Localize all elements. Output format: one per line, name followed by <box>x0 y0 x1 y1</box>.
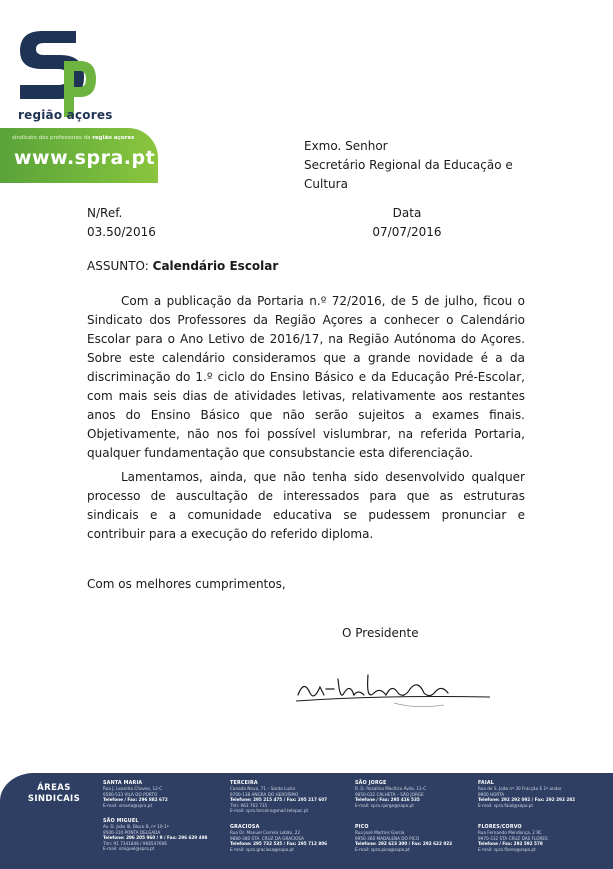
office-postcode: 9880-380 STA. CRUZ DA GRACIOSA <box>230 835 305 841</box>
subject-label: ASSUNTO: <box>87 259 149 273</box>
office-phone: Telefone: 295 215 475 / Fax: 295 217 607 <box>230 797 328 803</box>
office-address: Canada Nova, 71 – Santa Luzia <box>230 786 296 792</box>
addressee-title-cont: Cultura <box>304 177 348 191</box>
office-address: Rua José Martins Garcia <box>355 830 405 836</box>
office-phone: Telefone / Fax: 295 416 535 <box>355 797 420 803</box>
office-sao-jorge <box>355 781 467 808</box>
office-phone: Telefone: 296 205 960 / 9 / Fax: 296 629 498 <box>103 835 208 841</box>
date-label: Data <box>392 206 422 220</box>
office-phone: Telefone: 292 623 300 / Fax: 292 622 923 <box>355 841 453 847</box>
office-email: E-mail: smaria@spra.pt <box>103 802 153 808</box>
office-terceira <box>230 781 342 813</box>
office-postcode: 9950-360 MADALENA DO PICO <box>355 835 420 841</box>
office-sao-miguel <box>103 819 215 851</box>
logo-tagline <box>12 135 134 141</box>
office-phone: Telefone: 295 732 535 / Fax: 295 712 806 <box>230 841 328 847</box>
logo-url: www.spra.pt <box>14 147 156 169</box>
subject-line <box>87 259 278 273</box>
office-postcode: 9580-533 VILA DO PORTO <box>103 791 158 797</box>
reference-block <box>87 204 156 242</box>
signatory-title: O Presidente <box>342 626 419 640</box>
office-address: Rua J. Leandro Chaves, 12-C <box>103 786 163 792</box>
office-name: SANTA MARIA <box>103 781 143 786</box>
office-postcode: 9900 HORTA <box>478 791 505 797</box>
date-block <box>361 204 453 242</box>
office-postcode: 9850-032 CALHETA – SÃO JORGE <box>355 791 424 797</box>
office-email: E-mail: spra.flores@sapo.pt <box>478 846 536 852</box>
office-email: E-mail: smiguel@spra.pt <box>103 846 155 852</box>
office-address: Rua de S. João nº 30 Fracção E 1º andar <box>478 786 562 792</box>
office-name: SÃO JORGE <box>355 781 387 786</box>
office-email: E-mail: spra.sjorge@sapo.pt <box>355 802 414 808</box>
office-name: GRACIOSA <box>230 825 260 830</box>
footer-band <box>0 773 613 869</box>
sp-monogram-icon <box>14 25 98 121</box>
office-email: E-mail: spra.graciosa@sapo.pt <box>230 846 294 852</box>
office-email: E-mail: spra.terceira@mail.telepac.pt <box>230 808 309 814</box>
date-value: 07/07/2016 <box>372 225 442 239</box>
office-address: Rua Fernando Mendonça, 2 RC <box>478 830 542 836</box>
spra-logo <box>0 0 170 185</box>
addressee-block <box>304 137 554 194</box>
footer-title <box>24 783 84 805</box>
office-flores-corvo <box>478 825 604 852</box>
footer-title-line2: SINDICAIS <box>27 794 81 804</box>
office-faial <box>478 781 604 808</box>
logo-tagline-prefix: sindicato dos professores da <box>12 135 91 141</box>
subject-value: Calendário Escolar <box>152 259 279 273</box>
office-name: TERCEIRA <box>230 781 258 786</box>
office-name: SÃO MIGUEL <box>103 819 139 824</box>
body-paragraph-2: Lamentamos, ainda, que não tenha sido desenvolvido qualquer processo de auscultação de interessados para que as estruturas sindicais e a comunidade educativa se pudessem pronunciar e contribuir para a execução do referido diploma. <box>87 470 525 541</box>
footer-title-line1: ÁREAS <box>37 783 71 793</box>
office-email: E-mail: spra.faial@sapo.pt <box>478 802 533 808</box>
addressee-title: Secretário Regional da Educação e <box>304 158 513 172</box>
logo-tagline-bold: região açores <box>92 135 135 141</box>
office-name: PICO <box>355 825 369 830</box>
office-phone: Telefone / Fax: 292 592 578 <box>478 841 543 847</box>
logo-region-label: região açores <box>18 108 113 122</box>
office-mobile: Tlm: 963 762 735 <box>230 802 268 808</box>
office-pico <box>355 825 467 852</box>
office-postcode: 9500-310 PONTA DELGADA <box>103 829 161 835</box>
office-email: E-mail: spra.pico@sapo.pt <box>355 846 410 852</box>
closing-line: Com os melhores cumprimentos, <box>87 577 286 591</box>
office-name: FAIAL <box>478 781 494 786</box>
office-graciosa <box>230 825 342 852</box>
office-address: Av. D. João III, Bloco B, nº 10-1º <box>103 824 169 830</box>
office-address: R. D. Rosalina Machico Ávila, 11-C <box>355 786 427 792</box>
office-name: FLORES/CORVO <box>478 825 522 830</box>
office-phone: Telefone: 292 292 092 / Fax: 292 292 282 <box>478 797 576 803</box>
reference-label: N/Ref. <box>87 206 123 220</box>
addressee-salutation: Exmo. Senhor <box>304 139 388 153</box>
office-address: Rua Dr. Manuel Correia Lobão, 22 <box>230 830 301 836</box>
office-phone: Telefone / Fax: 296 882 672 <box>103 797 168 803</box>
office-postcode: 9970-332 STA CRUZ DAS FLORES <box>478 835 548 841</box>
body-paragraph-1: Com a publicação da Portaria n.º 72/2016, de 5 de julho, ficou o Sindicato dos Professores da Região Açores a conhecer o Calendário Escolar para o Ano Letivo de 2016/17, na Região Autónoma do Açores. Sobre este calendário consideramos que a grande novidade é a da discriminação do 1.º ciclo do Ensino Básico e da Educação Pré-Escolar, com mais seis dias de atividades letivas, relativamente aos restantes anos do Ensino Básico que não serão sujeitos a exames finais. Objetivamente, não nos foi possível vislumbrar, na referida Portaria, qualquer fundamentação que consubstancie esta diferenciação. <box>87 294 525 460</box>
office-postcode: 9700-138 ANGRA DO HEROÍSMO <box>230 791 299 797</box>
handwritten-signature <box>294 665 494 715</box>
reference-value: 03.50/2016 <box>87 225 156 239</box>
office-santa-maria <box>103 781 215 808</box>
office-mobile: Tlm: 91 7341848 / 968547606 <box>103 840 167 846</box>
